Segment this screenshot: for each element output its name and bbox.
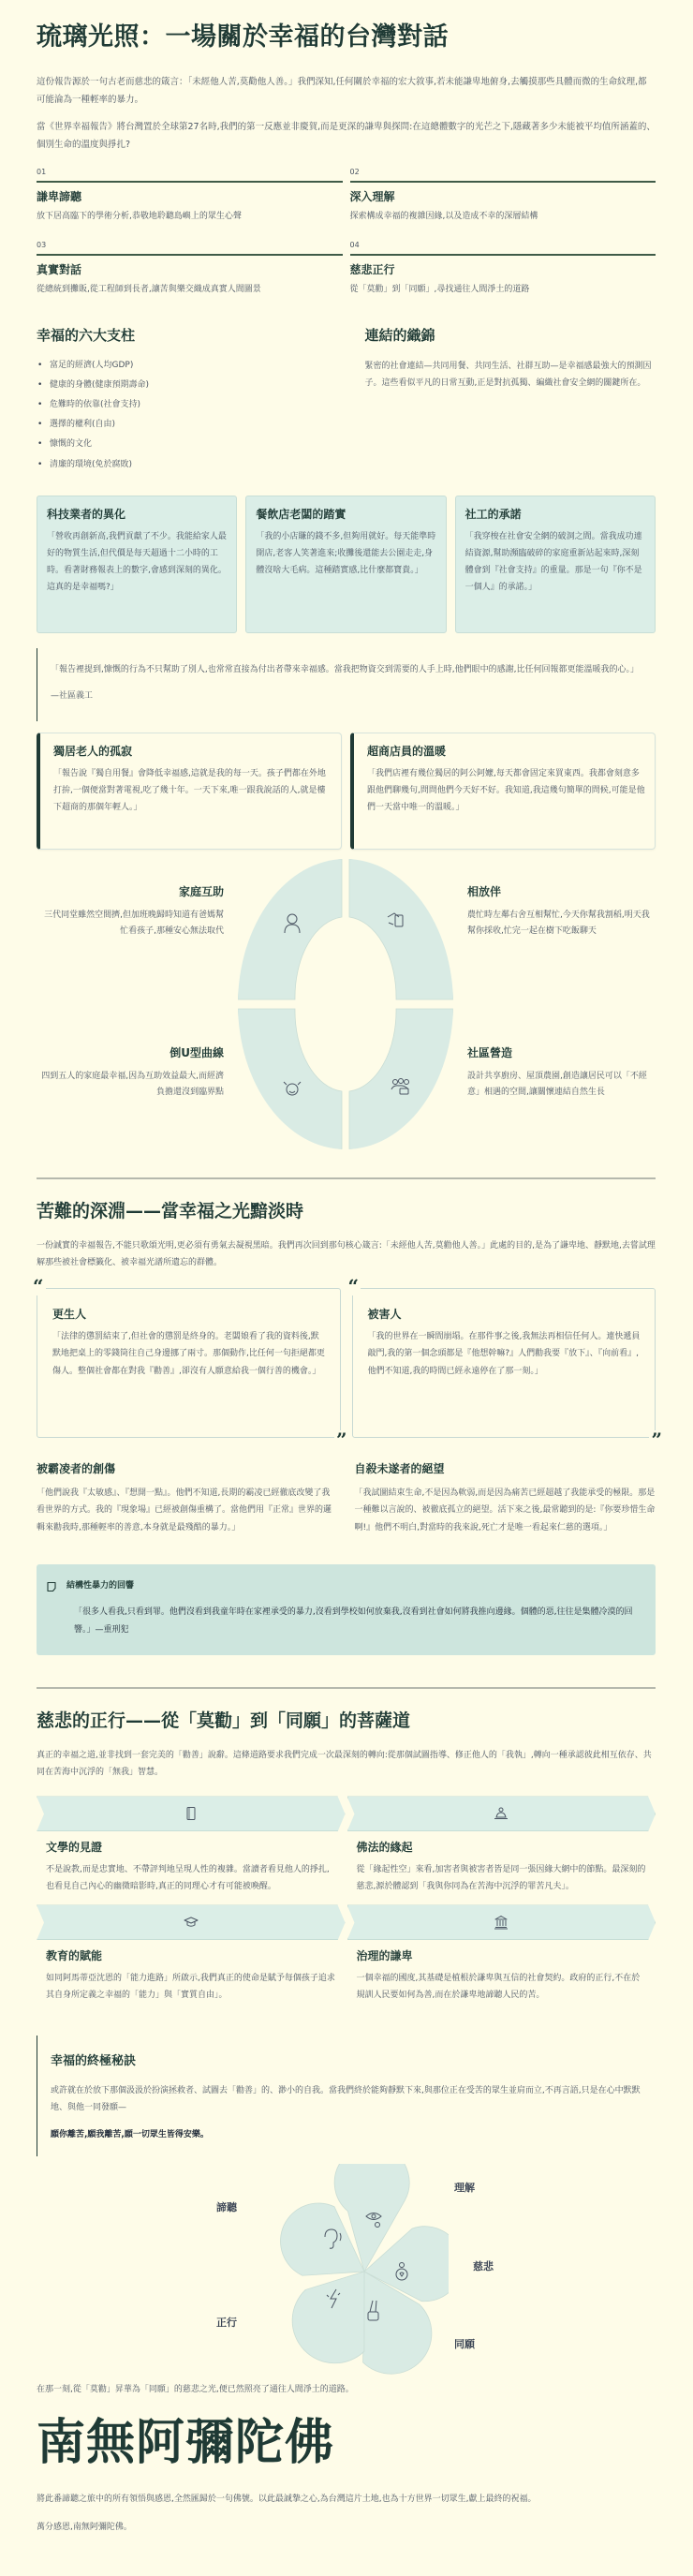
voice-card-quote: 「我穿梭在社會安全網的破洞之間。當我成功連結資源,幫助瀕臨破碎的家庭重新站起來時,深刻體會到『社會支持』的重量。那是一句『你不是一個人』的承諾。」 (464, 531, 642, 592)
ring-graphic (238, 859, 453, 1149)
story-card (350, 733, 656, 850)
quote-card (33, 1275, 347, 1451)
pillars-block (37, 325, 328, 477)
intro-paragraph: 這份報告源於一句古老而慈悲的箴言：「未經他人苦,莫勸他人善。」我們深知,任何關於幸福的宏大敘事,若未能謙卑地俯身,去觸摸那些具體而微的生命紋理,都可能淪為一種輕率的暴力。 (37, 77, 647, 105)
pillar-item: • 健康的身體(健康預期壽命) (37, 378, 328, 392)
story-card-title: 獨居老人的孤寂 (53, 744, 133, 758)
voice-card-quote: 「營收再創新高,我們貢獻了不少。我能給家人最好的物質生活,但代價是每天超過十二小時的工時。看著財務報表上的數字,會感到深刻的異化。這真的是幸福嗎?」 (47, 531, 227, 592)
path-item (347, 1904, 656, 2013)
intro-paragraph: 當《世界幸福報告》將台灣置於全球第27名時,我們的第一反應並非慶賀,而是更深的謙卑與探問:在這總體數字的光芒之下,隱藏著多少未能被平均值所涵蓋的、個別生命的溫度與掙扎? (37, 122, 656, 150)
voice-card (37, 496, 237, 633)
connection-block (365, 325, 656, 477)
step-item (350, 169, 656, 224)
closing-line: 在那一刻,從「莫勸」昇華為「同願」的慈悲之光,便已然照亮了通往人間淨土的道路。 (37, 2384, 354, 2394)
voice-card-title: 科技業者的異化 (47, 507, 126, 521)
pillars-title: 幸福的六大支柱 (37, 327, 136, 345)
structural-violence-callout (37, 1564, 656, 1655)
step-label: 深入理解 (349, 190, 395, 204)
voice-card-title: 餐飲店老闆的踏實 (256, 507, 346, 521)
open-quote-icon: “ (347, 1275, 360, 1297)
ring-item-curve (37, 1044, 224, 1102)
petal-label: 諦聽 (216, 2200, 237, 2213)
path-title: 教育的賦能 (46, 1949, 103, 1963)
plain-card (355, 1460, 656, 1536)
voice-card-quote: 「我的小店賺的錢不多,但夠用就好。每天能準時開店,老客人笑著進來;收攤後還能去公園走走,身體沒啥大毛病。這種踏實感,比什麼都寶貴。」 (256, 531, 436, 575)
path-desc: 不是說教,而是忠實地、不帶評判地呈現人性的複雜。當讀者看見他人的掙扎,也看見自己內心的幽微暗影時,真正的同理心才有可能被喚醒。 (46, 1865, 330, 1892)
path-banner (37, 1796, 346, 1831)
compassion-paths (37, 1796, 656, 2013)
step-number: 02 (349, 168, 360, 177)
step-desc: 從總統到攤販,從工程師到長者,讓苦與樂交織成真實人間圖景 (37, 284, 261, 294)
petal-label: 正行 (216, 2316, 237, 2329)
step-divider (37, 254, 343, 256)
steps-grid (37, 169, 656, 297)
abyss-intro: 一份誠實的幸福報告,不能只歌頌光明,更必須有勇氣去凝視黑暗。我們再次回到那句核心箴言:「未經他人苦,莫勸他人善。」此處的目的,是為了謙卑地、靜默地,去嘗試理解那些被社會標籤化、被幸福光譜所遺忘的群體。 (37, 1241, 656, 1267)
section-divider (37, 1177, 656, 1179)
ring-item-desc: 設計共享廚房、屋頂農園,創造讓居民可以「不經意」相遇的空間,讓關懷連結自然生長 (467, 1071, 647, 1098)
callout-title: 結構性暴力的回響 (66, 1581, 135, 1591)
path-desc: 如同阿馬蒂亞沈恩的「能力進路」所啟示,我們真正的使命是賦予每個孩子追求其自身所定義之幸福的「能力」與「實質自由」。 (46, 1974, 335, 2001)
flower-graphic (280, 2164, 449, 2379)
lonely-cards (37, 733, 656, 850)
story-card-quote: 「我們店裡有幾位獨居的阿公阿嬤,每天都會固定來買東西。我都會刻意多跟他們聊幾句,問問他們今天好不好。我知道,我這幾句簡單的問候,可能是他們一天當中唯一的溫暖。」 (367, 768, 645, 813)
path-banner (347, 1796, 656, 1831)
blockquote-attribution: —社區義工 (51, 690, 94, 701)
secret-text: 或許就在於放下那個汲汲於扮演拯救者、試圖去「勸善」的、渺小的自我。當我們終於能夠靜默下來,與那位正在受苦的眾生並肩而立,不再言語,只是在心中默默地、與他一同發願— (51, 2085, 641, 2113)
compassion-title: 慈悲的正行——從「莫勸」到「同願」的菩薩道 (37, 1710, 411, 1731)
step-item (37, 169, 343, 224)
connection-text: 緊密的社會連結—共同用餐、共同生活、社群互助—是幸福感最強大的預測因子。這些看似平凡的日常互動,正是對抗孤獨、編織社會安全網的關鍵所在。 (364, 361, 652, 388)
ring-item-desc: 農忙時左鄰右舍互相幫忙,今天你幫我割稻,明天我幫你採收,忙完一起在樹下吃飯聊天 (467, 910, 650, 937)
ring-item-family (37, 883, 224, 940)
closing-thanks: 萬分感恩,南無阿彌陀佛。 (37, 2522, 132, 2532)
support-ring-diagram (37, 857, 656, 1157)
step-number: 01 (37, 168, 47, 177)
section-divider (37, 1687, 656, 1689)
ring-item-title: 家庭互助 (178, 884, 224, 898)
step-desc: 探索構成幸福的複雜因緣,以及造成不幸的深層結構 (349, 212, 538, 222)
path-item (37, 1796, 346, 1904)
story-card-title: 超商店員的溫暖 (367, 744, 447, 758)
step-number: 04 (349, 240, 360, 249)
voice-card-title: 社工的承諾 (464, 507, 522, 521)
closing-blessing: 將此番諦聽之旅中的所有領悟與感恩,全然匯歸於一句佛號。以此最誠摯之心,為台灣這片土地,也為十方世界一切眾生,獻上最終的祝福。 (37, 2494, 537, 2504)
quote-card-title: 更生人 (52, 1308, 87, 1321)
close-quote-icon: ” (651, 1429, 662, 1451)
secret-title: 幸福的終極秘訣 (51, 2054, 137, 2069)
voice-card (245, 496, 446, 633)
step-item (350, 242, 656, 297)
quote-card (347, 1275, 662, 1451)
five-virtues-flower (37, 2164, 656, 2379)
path-desc: 一個幸福的國度,其基礎是植根於謙卑與互信的社會契約。政府的正行,不在於規訓人民要如何為善,而在於謙卑地諦聽人民的苦。 (356, 1974, 641, 2001)
pillars-connection-section (37, 325, 656, 477)
step-divider (350, 181, 656, 183)
step-label: 謙卑諦聽 (37, 190, 82, 204)
pillar-item: • 富足的經濟(人均GDP) (37, 358, 328, 373)
quote-card-text: 「我的世界在一瞬間崩塌。在那件事之後,我無法再相信任何人。連快遞員敲門,我的第一個念頭都是『他想幹嘛?』人們勸我要『放下』、『向前看』,他們不知道,我的時間已經永遠停在了那一刻。」 (367, 1332, 641, 1376)
volunteer-blockquote (37, 648, 656, 721)
note-icon (46, 1581, 57, 1592)
open-quote-icon: “ (33, 1275, 44, 1297)
ring-item-title: 倒U型曲線 (170, 1045, 224, 1059)
step-label: 慈悲正行 (349, 262, 395, 276)
path-title: 佛法的緣起 (356, 1841, 413, 1855)
plain-card-text: 「我試圖結束生命,不是因為軟弱,而是因為痛苦已經超越了我能承受的極限。那是一種難以言說的、被徹底孤立的絕望。活下來之後,最常聽到的是:『你要珍惜生命啊!』他們不明白,對當時的我來說,死亡才是唯一看起來仁慈的選項。」 (354, 1488, 656, 1532)
secret-vow: 願你離苦,願我離苦,願一切眾生皆得安樂。 (51, 2129, 209, 2139)
path-desc: 從「緣起性空」來看,加害者與被害者皆是同一張因緣大網中的節點。最深刻的慈悲,源於體認到「我與你同為在苦海中沉浮的罪苦凡夫」。 (356, 1865, 646, 1892)
petal-label: 理解 (454, 2181, 475, 2194)
abyss-title: 苦難的深淵——當幸福之光黯淡時 (37, 1200, 304, 1221)
ring-item-title: 相放伴 (467, 884, 502, 898)
connection-title: 連結的織錦 (364, 327, 435, 345)
callout-body: 「很多人看我,只看到罪。他們沒看到我童年時在家裡承受的暴力,沒看到學校如何放棄我,沒看到社會如何將我推向邊緣。個體的惡,往往是集體冷漠的回響。」—重刑犯 (74, 1607, 633, 1635)
step-number: 03 (37, 240, 47, 249)
ultimate-secret-block (37, 2036, 656, 2155)
pillar-item: • 危難時的依靠(社會支持) (37, 397, 328, 412)
pillar-item: • 選擇的權利(自由) (37, 417, 328, 432)
petal-label: 慈悲 (473, 2259, 494, 2273)
pillars-list (37, 358, 328, 472)
quote-card-text: 「法律的懲罰結束了,但社會的懲罰是終身的。老闆娘看了我的資料後,默默地把桌上的零錢筒往自己身邊挪了兩寸。那個動作,比任何一句拒絕都更傷人。整個社會都在對我『勸善』,卻沒有人願意給我一個行善的機會。」 (52, 1332, 325, 1376)
abyss-quote-cards (33, 1275, 662, 1451)
pillar-item: • 清廉的環境(免於腐敗) (37, 457, 328, 472)
path-banner (37, 1904, 346, 1940)
step-desc: 放下居高臨下的學術分析,恭敬地聆聽島嶼上的眾生心聲 (37, 212, 242, 222)
path-item (37, 1904, 346, 2013)
step-label: 真實對話 (37, 262, 82, 276)
compassion-intro: 真正的幸福之道,並非找到一套完美的「勸善」說辭。這條道路要求我們完成一次最深刻的轉向:從那個試圖指導、修正他人的「我執」,轉向一種承認彼此相互依存、共同在苦海中沉浮的「無我」智慧。 (37, 1751, 652, 1778)
callout-header (46, 1579, 642, 1594)
story-card-quote: 「報告說『獨自用餐』會降低幸福感,這就是我的每一天。孩子們都在外地打拚,一個便當對著電視,吃了幾十年。一天下來,唯一跟我說話的人,就是樓下超商的那個年輕人。」 (53, 768, 326, 813)
path-banner (347, 1904, 656, 1940)
pillar-item: • 慷慨的文化 (37, 437, 328, 452)
abyss-plain-cards (37, 1460, 656, 1536)
institution-icon (494, 1915, 509, 1930)
ring-item-desc: 三代同堂雖然空間擠,但加班晚歸時知道有爸媽幫忙看孩子,那種安心無法取代 (44, 910, 224, 937)
book-icon (184, 1806, 198, 1821)
petal-label: 同願 (454, 2337, 475, 2350)
page-title: 琉璃光照：一場關於幸福的台灣對話 (37, 22, 449, 52)
plain-card-title: 被霸凌者的創傷 (37, 1462, 116, 1475)
ring-item-community (467, 1044, 655, 1102)
close-quote-icon: ” (335, 1429, 347, 1451)
ring-item-neighbors (467, 883, 655, 940)
step-item (37, 242, 343, 297)
step-divider (350, 254, 656, 256)
path-item (347, 1796, 656, 1904)
ring-item-title: 社區營造 (467, 1045, 513, 1059)
plain-card (37, 1460, 338, 1536)
voice-card (455, 496, 656, 633)
step-divider (37, 181, 343, 183)
story-card (37, 733, 342, 850)
plain-card-text: 「他們說我『太敏感』、『想開一點』。他們不知道,長期的霸凌已經徹底改變了我看世界的方式。我的『現象場』已經被創傷重構了。當他們用『正常』世界的邏輯來勸我時,那種輕率的善意,本身就是最殘酷的暴力。」 (37, 1488, 332, 1532)
graduation-cap-icon (184, 1916, 199, 1929)
path-title: 文學的見證 (46, 1841, 103, 1855)
namo-amitabha-heading: 南無阿彌陀佛 (37, 2415, 335, 2472)
voices-grid (37, 496, 656, 633)
path-title: 治理的謙卑 (356, 1949, 413, 1963)
meditation-icon (494, 1807, 509, 1820)
plain-card-title: 自殺未遂者的絕望 (354, 1462, 445, 1475)
quote-card-title: 被害人 (367, 1308, 402, 1321)
ring-item-desc: 四到五人的家庭最幸福,因為互助效益最大,而經濟負擔還沒到臨界點 (41, 1071, 224, 1098)
step-desc: 從「莫勸」到「同願」,尋找通往人間淨土的道路 (349, 284, 530, 294)
blockquote-text: 「報告裡提到,慷慨的行為不只幫助了別人,也常常直接為付出者帶來幸福感。當我把物資交到需要的人手上時,他們眼中的感謝,比任何回報都更能溫暖我的心。」 (51, 664, 639, 674)
